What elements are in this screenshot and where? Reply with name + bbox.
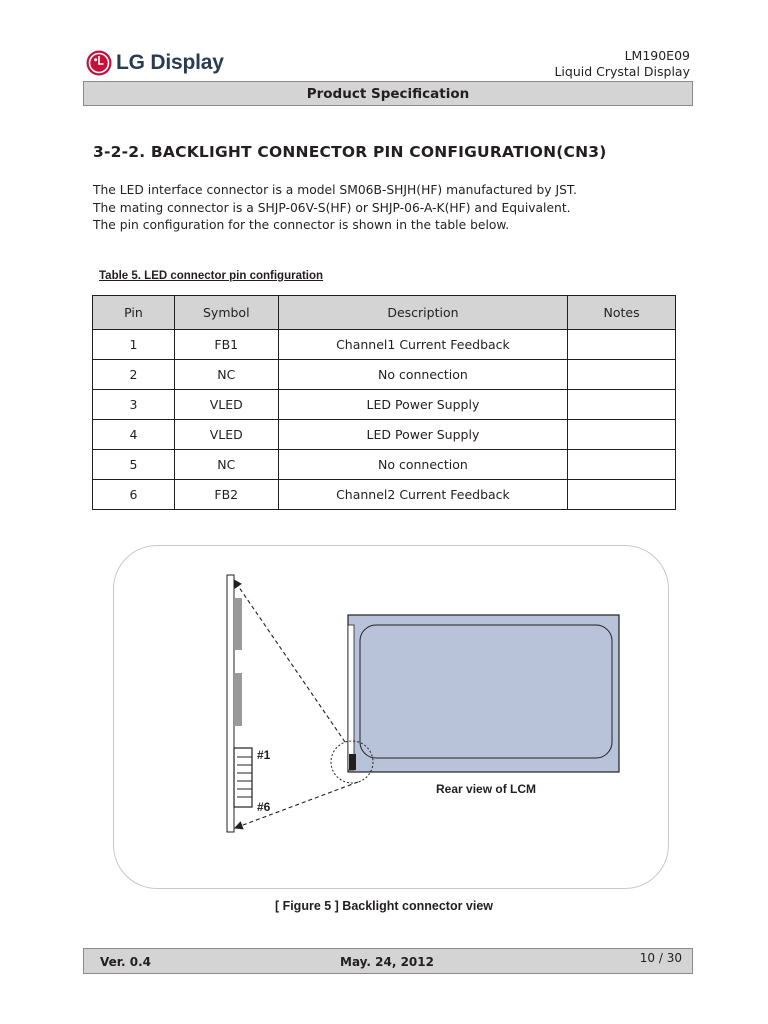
connector-side-view: [227, 575, 252, 832]
intro-line: The LED interface connector is a model SM06B-SHJH(HF) manufactured by JST.: [93, 183, 577, 197]
column-header: Description: [278, 296, 567, 330]
lcm-panel: [348, 615, 619, 772]
pin-cell: 4: [93, 420, 175, 450]
symbol-cell: NC: [174, 360, 278, 390]
description-cell: Channel1 Current Feedback: [278, 330, 567, 360]
product-type: Liquid Crystal Display: [554, 64, 690, 79]
rear-view-label: Rear view of LCM: [436, 782, 537, 796]
pin-last-label: #6: [257, 800, 271, 814]
pin-cell: 2: [93, 360, 175, 390]
footer-band: [83, 948, 693, 974]
intro-line: The pin configuration for the connector is shown in the table below.: [93, 218, 510, 232]
section-title: 3-2-2. BACKLIGHT CONNECTOR PIN CONFIGURATION(CN3): [93, 143, 607, 161]
column-header: Pin: [93, 296, 175, 330]
pin-cell: 5: [93, 450, 175, 480]
symbol-cell: FB2: [174, 480, 278, 510]
model-number: LM190E09: [624, 48, 690, 63]
connector-block: [349, 754, 356, 770]
description-cell: LED Power Supply: [278, 420, 567, 450]
pin-cell: 3: [93, 390, 175, 420]
column-header: Notes: [568, 296, 676, 330]
intro-line: The mating connector is a SHJP-06V-S(HF) or SHJP-06-A-K(HF) and Equivalent.: [93, 200, 571, 215]
column-header: Symbol: [174, 296, 278, 330]
description-cell: No connection: [278, 450, 567, 480]
pin-cell: 1: [93, 330, 175, 360]
figure-caption: [ Figure 5 ] Backlight connector view: [274, 899, 494, 913]
description-cell: No connection: [278, 360, 567, 390]
zoom-arrow-top: [234, 580, 345, 742]
zoom-arrow-bottom: [235, 782, 358, 828]
date-label: May. 24, 2012: [340, 955, 434, 969]
logo-text: LG Display: [116, 51, 224, 74]
symbol-cell: NC: [174, 450, 278, 480]
version-label: Ver. 0.4: [100, 955, 151, 969]
description-cell: Channel2 Current Feedback: [278, 480, 567, 510]
symbol-cell: FB1: [174, 330, 278, 360]
description-cell: LED Power Supply: [278, 390, 567, 420]
lcm-rear-view: [331, 615, 619, 783]
pin-first-label: #1: [257, 748, 271, 762]
pin-cell: 6: [93, 480, 175, 510]
table-caption: Table 5. LED connector pin configuration: [99, 270, 324, 282]
page-number: 10 / 30: [639, 951, 682, 965]
symbol-cell: VLED: [174, 390, 278, 420]
symbol-cell: VLED: [174, 420, 278, 450]
spec-title: Product Specification: [306, 86, 470, 102]
